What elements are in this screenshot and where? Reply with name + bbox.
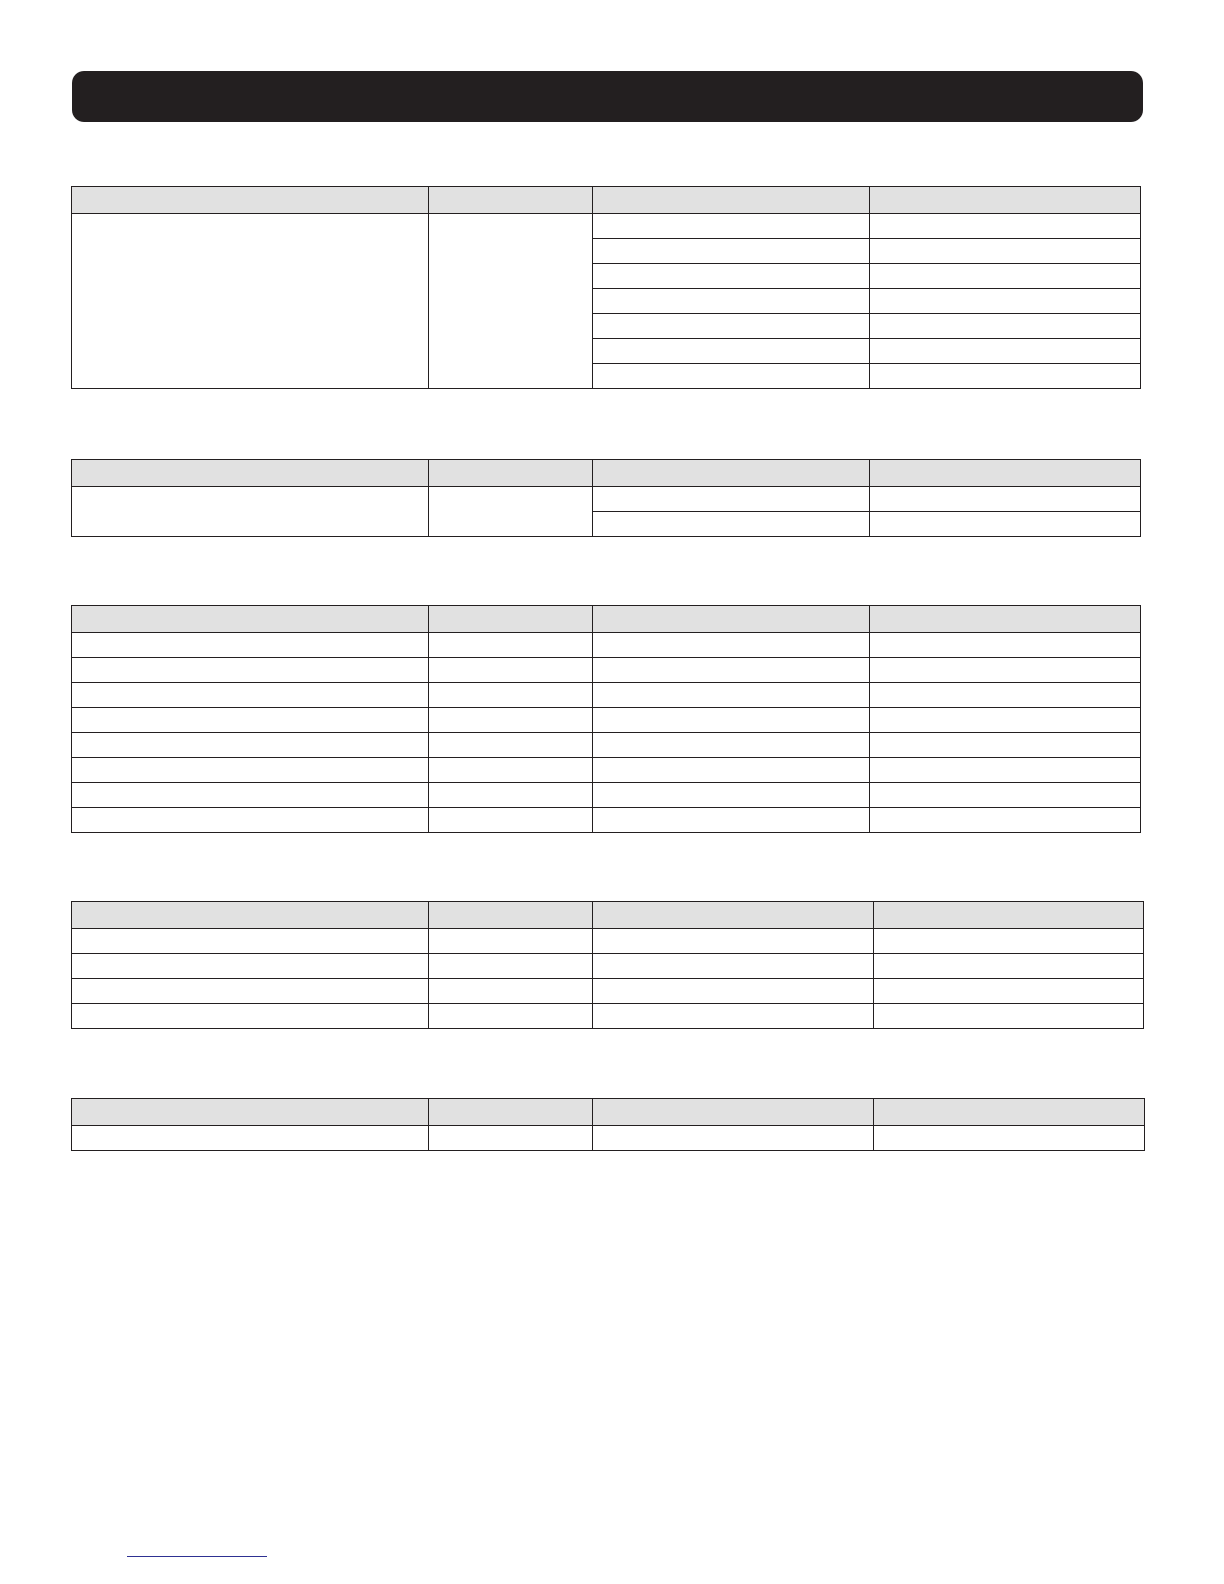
table-cell [593, 708, 870, 733]
header-cell [593, 1099, 874, 1126]
table-cell [870, 758, 1141, 783]
spec-table-4 [71, 901, 1144, 1029]
table-row [72, 783, 1141, 808]
table-cell [593, 1126, 874, 1151]
table-cell [870, 364, 1141, 389]
merged-cell [72, 487, 429, 537]
header-cell [72, 460, 429, 487]
table-row [72, 979, 1144, 1004]
table-cell [593, 264, 870, 289]
table-cell [593, 733, 870, 758]
table-row [72, 658, 1141, 683]
table-cell [429, 1126, 593, 1151]
table-row [72, 929, 1144, 954]
table-cell [874, 954, 1144, 979]
merged-cell [429, 487, 593, 537]
table-cell [429, 658, 593, 683]
table-row [72, 633, 1141, 658]
table-row [72, 683, 1141, 708]
table-cell [870, 289, 1141, 314]
table-cell [429, 954, 593, 979]
table-cell [72, 1004, 429, 1029]
table-cell [429, 758, 593, 783]
table-row [72, 487, 1141, 512]
header-cell [72, 1099, 429, 1126]
header-cell [429, 606, 593, 633]
table-cell [72, 783, 429, 808]
spec-table-2 [71, 459, 1141, 537]
table-row [72, 733, 1141, 758]
table-cell [429, 733, 593, 758]
table-header-row [72, 460, 1141, 487]
table-cell [593, 783, 870, 808]
table-row [72, 1004, 1144, 1029]
table-row [72, 1126, 1145, 1151]
table-cell [870, 808, 1141, 833]
table-cell [72, 979, 429, 1004]
table-cell [870, 264, 1141, 289]
table-header-row [72, 187, 1141, 214]
table-cell [593, 929, 874, 954]
table-cell [593, 289, 870, 314]
header-cell [429, 187, 593, 214]
table-cell [429, 783, 593, 808]
table-cell [870, 783, 1141, 808]
table-cell [429, 683, 593, 708]
table-cell [870, 708, 1141, 733]
table-cell [593, 239, 870, 264]
table-cell [429, 1004, 593, 1029]
header-cell [593, 902, 874, 929]
spec-table-3 [71, 605, 1141, 833]
table-row [72, 708, 1141, 733]
table-cell [593, 979, 874, 1004]
table-cell [593, 633, 870, 658]
table-cell [870, 314, 1141, 339]
table-row [72, 808, 1141, 833]
header-cell [72, 606, 429, 633]
table-cell [72, 1126, 429, 1151]
table-cell [870, 339, 1141, 364]
header-cell [593, 606, 870, 633]
table-cell [593, 512, 870, 537]
table-cell [870, 487, 1141, 512]
table-cell [593, 808, 870, 833]
table-cell [593, 683, 870, 708]
merged-cell [72, 214, 429, 389]
table-cell [72, 733, 429, 758]
table-cell [870, 512, 1141, 537]
table-cell [593, 214, 870, 239]
header-cell [870, 460, 1141, 487]
spec-table-1 [71, 186, 1141, 389]
table-cell [72, 954, 429, 979]
table-cell [429, 808, 593, 833]
table-cell [870, 683, 1141, 708]
header-cell [593, 460, 870, 487]
table-cell [429, 708, 593, 733]
header-cell [870, 606, 1141, 633]
page-title-bar [72, 71, 1143, 122]
table-cell [593, 1004, 874, 1029]
header-cell [593, 187, 870, 214]
table-row [72, 758, 1141, 783]
header-cell [72, 902, 429, 929]
table-cell [593, 339, 870, 364]
header-cell [870, 187, 1141, 214]
table-cell [870, 239, 1141, 264]
table-header-row [72, 1099, 1145, 1126]
header-cell [429, 902, 593, 929]
footer-link[interactable] [127, 1556, 267, 1557]
table-cell [72, 683, 429, 708]
header-cell [429, 460, 593, 487]
spec-table-5 [71, 1098, 1145, 1151]
table-cell [429, 979, 593, 1004]
table-cell [72, 808, 429, 833]
table-cell [874, 929, 1144, 954]
table-cell [870, 633, 1141, 658]
table-cell [593, 314, 870, 339]
table-cell [593, 658, 870, 683]
table-cell [593, 487, 870, 512]
table-row [72, 954, 1144, 979]
header-cell [874, 902, 1144, 929]
header-cell [874, 1099, 1145, 1126]
table-cell [429, 633, 593, 658]
table-cell [72, 758, 429, 783]
table-cell [593, 364, 870, 389]
table-header-row [72, 606, 1141, 633]
table-cell [72, 929, 429, 954]
table-cell [874, 1126, 1145, 1151]
table-cell [72, 708, 429, 733]
table-header-row [72, 902, 1144, 929]
table-row [72, 214, 1141, 239]
table-cell [870, 733, 1141, 758]
table-cell [870, 214, 1141, 239]
header-cell [429, 1099, 593, 1126]
table-cell [593, 758, 870, 783]
table-cell [874, 1004, 1144, 1029]
table-cell [593, 954, 874, 979]
table-cell [874, 979, 1144, 1004]
header-cell [72, 187, 429, 214]
merged-cell [429, 214, 593, 389]
table-cell [72, 658, 429, 683]
table-cell [72, 633, 429, 658]
table-cell [429, 929, 593, 954]
table-cell [870, 658, 1141, 683]
